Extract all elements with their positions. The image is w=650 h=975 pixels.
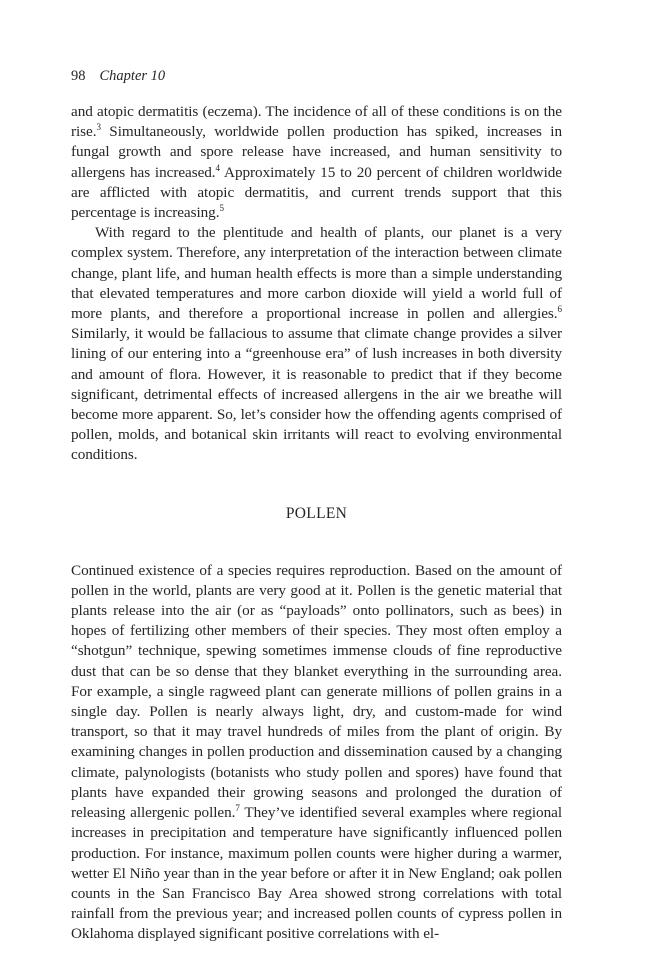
footnote-reference: 4 — [215, 162, 220, 173]
chapter-label: Chapter 10 — [99, 68, 166, 84]
paragraph-plant-health — [71, 223, 562, 465]
text-run: With regard to the plentitude and health of plants, our planet is a very complex system. Therefore, any interpretation of the interaction between climate change, plant life, and human health effects is more than a simple understanding that elevated temperatures and more carbon dioxide will yield a world full of more plants, and therefore a proportional increase in pollen and allergies. — [71, 224, 562, 323]
page-number: 98 — [71, 68, 86, 84]
footnote-reference: 6 — [557, 304, 562, 315]
paragraph-pollen — [71, 561, 562, 945]
running-head — [71, 66, 562, 86]
paragraph-continued — [71, 102, 562, 223]
book-page — [71, 66, 562, 945]
text-run: Similarly, it would be fallacious to assume that climate change provides a silver lining of our entering into a “greenhouse era” of lush increases in both diversity and amount of flora. However, it is reasonable to predict that if they become significant, detrimental effects of increased allergens in the air we breathe will become more apparent. So, let’s consider how the offending agents comprised of pollen, molds, and botanical skin irritants will react to evolving environmental conditions. — [71, 325, 562, 464]
text-run: Simultaneously, worldwide pollen production has spiked, increases in fungal growth and spore release have increased, and human sensitivity to allergens has increased. — [71, 123, 562, 181]
text-run: Continued existence of a species requires reproduction. Based on the amount of pollen in the world, plants are very good at it. Pollen is the genetic material that plants release into the air (or as “payloads” onto pollinators, such as bees) in hopes of fertilizing other members of their species. They most often employ a “shotgun” technique, spewing sometimes immense clouds of fine reproductive dust that can be so dense that they blanket everything in the surrounding area. For example, a single ragweed plant can generate millions of pollen grains in a single day. Pollen is nearly always light, dry, and custom-made for wind transport, so that it may travel hundreds of miles from the plant of origin. By examining changes in pollen production and dissemination caused by a changing climate, palynologists (botanists who study pollen and spores) have found that plants have expanded their growing seasons and prolonged the duration of releasing allergenic pollen. — [71, 561, 562, 822]
text-run: Approximately 15 to 20 percent of children worldwide are afflicted with atopic dermatitis, and current trends support that this percentage is increasing. — [71, 163, 562, 222]
footnote-reference: 5 — [219, 203, 224, 214]
section-heading-pollen: POLLEN — [285, 504, 348, 522]
footnote-reference: 7 — [235, 803, 240, 814]
text-run: They’ve identified several examples where regional increases in precipitation and temperature have significantly influenced pollen production. For instance, maximum pollen counts were higher during a warmer, wetter El Niño year than in the year before or after it in New England; oak pollen counts in the San Francisco Bay Area showed strong correlations with total rainfall from the previous year; and increased pollen counts of cypress pollen in Oklahoma displayed significant positive correlations with el- — [71, 804, 562, 943]
footnote-reference: 3 — [96, 122, 101, 133]
text-run: and atopic dermatitis (eczema). The incidence of all of these conditions is on the rise. — [71, 103, 562, 141]
